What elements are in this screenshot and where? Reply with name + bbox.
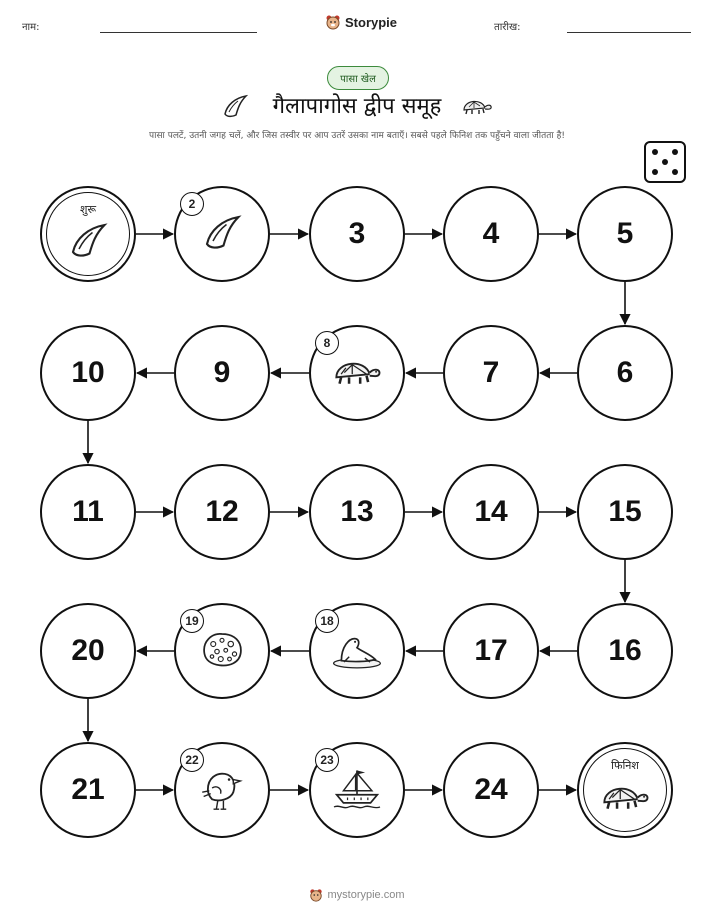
lava-rock-icon <box>199 629 245 673</box>
space-caption: फिनिश <box>611 759 639 772</box>
board-space-13[interactable] <box>309 464 405 560</box>
space-number: 11 <box>72 495 104 528</box>
date-label: तारीख: <box>494 22 521 33</box>
bird-icon <box>199 764 245 816</box>
space-number: 7 <box>482 356 500 389</box>
name-label: नाम: <box>22 22 40 33</box>
board-space-3[interactable] <box>309 186 405 282</box>
storypie-bear-icon <box>309 888 323 902</box>
space-number: 9 <box>213 356 231 389</box>
space-number: 21 <box>71 773 105 806</box>
space-number: 15 <box>608 495 642 528</box>
space-number: 13 <box>340 495 374 528</box>
board-space-19[interactable] <box>174 603 270 699</box>
space-number: 12 <box>205 495 239 528</box>
footer <box>0 888 714 902</box>
board-space-24[interactable] <box>443 742 539 838</box>
brand-name: Storypie <box>345 14 398 30</box>
board-space-17[interactable] <box>443 603 539 699</box>
space-number-badge: 2 <box>180 192 204 216</box>
board-space-10[interactable] <box>40 325 136 421</box>
board-space-9[interactable] <box>174 325 270 421</box>
board-space-22[interactable] <box>174 742 270 838</box>
space-caption: शुरू <box>79 203 97 216</box>
board-space-6[interactable] <box>577 325 673 421</box>
start-space[interactable] <box>40 186 136 282</box>
space-number: 20 <box>71 634 105 667</box>
space-number: 24 <box>474 773 508 806</box>
space-number-badge: 19 <box>180 609 204 633</box>
instructions: पासा पलटें, उतनी जगह चलें, और जिस तस्वीर पर आप उतरें उसका नाम बताएँ। सबसे पहले फिनिश तक पहुँचने वाला जीतता है! <box>149 131 565 141</box>
space-number: 6 <box>616 356 634 389</box>
tooth-icon <box>68 222 108 262</box>
space-number-badge: 18 <box>315 609 339 633</box>
finish-space[interactable] <box>577 742 673 838</box>
space-number: 14 <box>474 495 508 528</box>
ship-icon <box>331 765 383 815</box>
space-number: 16 <box>608 634 642 667</box>
board-space-18[interactable] <box>309 603 405 699</box>
page-title: गैलापागोस द्वीप समूह <box>272 94 442 119</box>
game-type-badge: पासा खेल <box>327 66 389 90</box>
space-number: 5 <box>616 217 634 250</box>
tortoise-icon <box>598 778 652 818</box>
board-space-23[interactable] <box>309 742 405 838</box>
space-number: 17 <box>474 634 508 667</box>
space-number: 4 <box>482 217 500 250</box>
space-number-badge: 8 <box>315 331 339 355</box>
tooth-icon <box>202 214 242 254</box>
board-space-8[interactable] <box>309 325 405 421</box>
board-space-15[interactable] <box>577 464 673 560</box>
space-number: 10 <box>71 356 105 389</box>
footer-url[interactable]: mystorypie.com <box>327 889 405 901</box>
sea-lion-icon <box>331 628 383 674</box>
board-space-4[interactable] <box>443 186 539 282</box>
board-space-16[interactable] <box>577 603 673 699</box>
board-space-11[interactable] <box>40 464 136 560</box>
board-space-14[interactable] <box>443 464 539 560</box>
board-space-7[interactable] <box>443 325 539 421</box>
board-space-5[interactable] <box>577 186 673 282</box>
board-space-21[interactable] <box>40 742 136 838</box>
space-number: 3 <box>348 217 366 250</box>
board-space-20[interactable] <box>40 603 136 699</box>
tortoise-icon <box>330 353 384 393</box>
board-space-2[interactable] <box>174 186 270 282</box>
space-number-badge: 22 <box>180 748 204 772</box>
board-space-12[interactable] <box>174 464 270 560</box>
space-number-badge: 23 <box>315 748 339 772</box>
